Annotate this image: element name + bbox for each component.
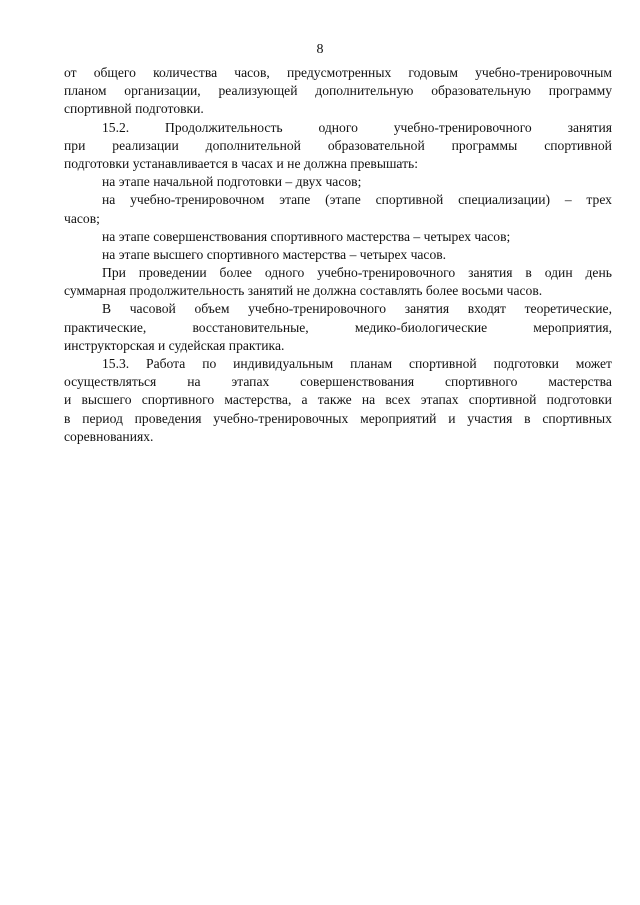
text-segment: спортивной	[468, 392, 537, 408]
text-segment: входят	[467, 301, 506, 317]
text-segment: период	[82, 410, 123, 426]
text-segment: программы	[451, 137, 518, 153]
text-line	[64, 355, 612, 373]
text-segment: в	[64, 410, 71, 426]
text-segment: совершенствования	[300, 374, 415, 390]
text-segment: индивидуальным	[233, 356, 334, 371]
text-segment: при	[64, 137, 86, 153]
text-segment: этапах	[420, 392, 459, 408]
text-segment: участия	[467, 410, 513, 426]
text-segment: учебно-тренировочном	[130, 192, 265, 208]
text-segment: подготовки	[493, 356, 559, 371]
text-segment: 15.2.	[102, 119, 130, 135]
text-segment: подготовки	[546, 392, 612, 408]
text-segment: учебно-тренировочного	[248, 301, 387, 317]
text-segment: образовательную	[431, 83, 531, 99]
text-segment: дополнительной	[205, 137, 301, 153]
text-line	[64, 155, 612, 173]
text-segment: по	[202, 356, 217, 371]
text-segment: на	[102, 192, 116, 208]
text-segment: одного	[264, 265, 305, 281]
text-segment: спортивного	[444, 374, 518, 390]
text-segment: мероприятия,	[533, 319, 612, 335]
text-segment: предусмотренных	[286, 65, 392, 80]
text-line	[64, 100, 612, 118]
text-segment: занятия	[468, 265, 513, 281]
text-segment: учебно-тренировочного	[317, 265, 456, 281]
text-segment: в	[525, 265, 532, 281]
text-segment: часовой	[129, 301, 176, 317]
text-segment: соревнованиях.	[64, 428, 154, 444]
text-segment: реализации	[112, 137, 179, 153]
text-segment: количества	[153, 65, 218, 80]
text-segment: в	[524, 410, 531, 426]
text-line	[64, 410, 612, 428]
page-number: 8	[316, 42, 324, 57]
text-segment: осуществляться	[64, 374, 157, 390]
text-segment: высшего	[81, 392, 132, 408]
text-line	[64, 191, 612, 209]
text-segment: планам	[350, 356, 393, 371]
text-line	[64, 210, 612, 228]
text-segment: 15.3.	[102, 356, 130, 371]
text-line	[64, 428, 612, 446]
text-segment: годовым	[408, 65, 458, 80]
text-segment: мероприятий	[360, 410, 437, 426]
text-segment: практические,	[64, 319, 147, 335]
text-segment: спортивных	[542, 410, 612, 426]
text-line	[64, 228, 612, 246]
text-segment: –	[564, 192, 572, 208]
text-segment: реализующей	[218, 83, 298, 99]
text-line	[64, 246, 612, 264]
text-segment: медико-биологические	[354, 319, 488, 335]
text-segment: мастерства	[548, 374, 612, 390]
text-segment: один	[544, 265, 573, 281]
text-segment: инструкторская и судейская практика.	[64, 337, 285, 353]
text-segment: общего	[93, 65, 136, 80]
text-segment: на этапе начальной подготовки – двух часов;	[102, 174, 362, 190]
text-line	[64, 64, 612, 82]
text-segment: При	[102, 265, 126, 281]
text-segment: на	[187, 374, 201, 390]
text-line	[64, 282, 612, 300]
text-segment: проведении	[138, 265, 207, 281]
text-segment: проведения	[134, 410, 202, 426]
text-segment: а	[301, 392, 308, 408]
text-segment: учебно-тренировочным	[475, 65, 612, 80]
text-segment: спортивной	[544, 137, 612, 153]
text-segment: на этапе совершенствования спортивного мастерства – четырех часов;	[102, 228, 511, 244]
text-segment: организации,	[124, 83, 201, 99]
text-segment: образовательной	[327, 137, 425, 153]
text-segment: от	[64, 65, 77, 80]
text-segment: и	[64, 392, 72, 408]
text-segment: трех	[586, 192, 612, 208]
text-segment: на	[361, 392, 376, 408]
document-body	[64, 64, 612, 446]
text-segment: учебно-тренировочных	[213, 410, 349, 426]
text-segment: может	[575, 356, 612, 371]
text-segment: учебно-тренировочного	[393, 119, 532, 135]
text-segment: и	[448, 410, 456, 426]
text-segment: занятия	[404, 301, 450, 317]
text-segment: Продолжительность	[165, 119, 283, 135]
text-line	[64, 137, 612, 155]
text-segment: занятия	[567, 119, 612, 135]
text-line	[64, 337, 612, 355]
text-segment: В	[102, 301, 112, 317]
text-line	[64, 264, 612, 282]
text-segment: дополнительную	[315, 83, 414, 99]
text-segment: этапах	[231, 374, 270, 390]
text-line	[64, 300, 612, 318]
text-segment: также	[317, 392, 352, 408]
text-segment: спортивного	[141, 392, 215, 408]
text-segment: спортивной	[408, 356, 477, 371]
text-segment: спортивной	[375, 192, 444, 208]
text-segment: спортивной подготовки.	[64, 101, 204, 117]
text-line	[64, 82, 612, 100]
text-segment: день	[585, 265, 612, 281]
text-segment: специализации)	[458, 192, 550, 208]
text-segment: планом	[64, 83, 107, 99]
text-line	[64, 173, 612, 191]
text-line	[64, 391, 612, 409]
text-line	[64, 373, 612, 391]
text-segment: суммарная продолжительность занятий не должна составлять более восьми часов.	[64, 283, 543, 299]
text-segment: подготовки устанавливается в часах и не должна превышать:	[64, 155, 419, 171]
text-segment: Работа	[146, 356, 186, 371]
text-line	[64, 319, 612, 337]
text-segment: более	[219, 265, 252, 281]
text-segment: (этапе	[325, 192, 361, 208]
text-segment: всех	[385, 392, 411, 408]
text-segment: мастерства,	[224, 392, 292, 408]
text-segment: этапе	[279, 192, 311, 208]
text-line	[64, 119, 612, 137]
text-segment: теоретические,	[524, 301, 612, 317]
text-segment: часов;	[64, 210, 100, 226]
text-segment: на этапе высшего спортивного мастерства – четырех часов.	[102, 246, 447, 262]
text-segment: программу	[548, 83, 612, 99]
text-segment: часов,	[234, 65, 270, 80]
text-segment: объем	[194, 301, 230, 317]
text-segment: одного	[318, 119, 358, 135]
text-segment: восстановительные,	[192, 319, 309, 335]
